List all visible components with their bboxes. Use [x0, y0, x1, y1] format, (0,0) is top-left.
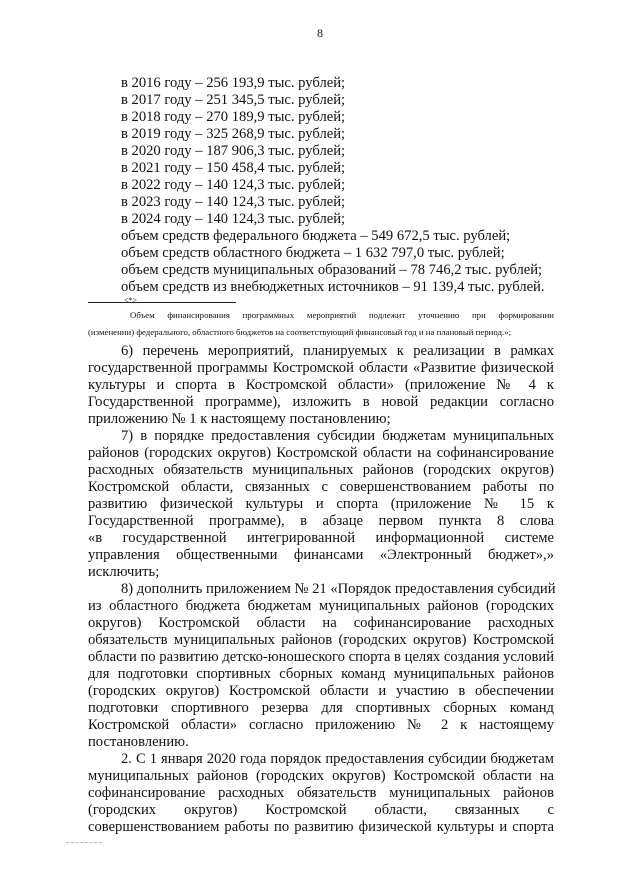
- funding-line-2020: в 2020 году – 187 906,3 тыс. рублей;: [121, 143, 346, 159]
- paragraph-line: софинансирование расходных обязательств муниципальных районов: [88, 785, 554, 801]
- paragraph-line: (городских округов) Костромской области и участию в обеспечении: [88, 683, 554, 699]
- funding-line-2021: в 2021 году – 150 458,4 тыс. рублей;: [121, 160, 346, 176]
- paragraph-line: 7) в порядке предоставления субсидии бюджетам муниципальных: [121, 428, 554, 444]
- paragraph-line: приложению № 1 к настоящему постановлению;: [88, 411, 391, 427]
- footnote-mark: <*>: [124, 296, 138, 305]
- funding-line-2016: в 2016 году – 256 193,9 тыс. рублей;: [121, 75, 346, 91]
- paragraph-line: Государственной программе), в абзаце первом пункта 8 слова: [88, 513, 554, 529]
- paragraph-line: области по развитию детско-юношеского спорта в целях создания условий: [88, 649, 554, 665]
- extrabudgetary-line: объем средств из внебюджетных источников – 91 139,4 тыс. рублей.: [121, 279, 545, 295]
- paragraph-line: для подготовки спортивных сборных команд муниципальных районов: [88, 666, 554, 682]
- paragraph-line: 8) дополнить приложением № 21 «Порядок предоставления субсидий: [121, 581, 556, 597]
- footnote-text-line-2: (изменении) федерального, областного бюджетов на соответствующий финансовый год и на плановый период.»;: [88, 327, 512, 337]
- paragraph-line: 6) перечень мероприятий, планируемых к реализации в рамках: [121, 343, 554, 359]
- paragraph-line: (городских округов) Костромской области, связанных с: [88, 802, 554, 818]
- regional-budget-line: объем средств областного бюджета – 1 632 797,0 тыс. рублей;: [121, 245, 505, 261]
- paragraph-line: районов (городских округов) Костромской области на софинансирование: [88, 445, 554, 461]
- paragraph-line: управления общественными финансами «Электронный бюджет»,»: [88, 547, 554, 563]
- scan-mark: [66, 842, 102, 843]
- footnote-text-line-1: Объем финансирования программных мероприятий подлежит уточнению при формировании: [130, 310, 554, 320]
- paragraph-line: округов) Костромской области на софинансирование расходных: [88, 615, 554, 631]
- paragraph-line: культуры и спорта в Костромской области» (приложение № 4 к: [88, 377, 554, 393]
- funding-line-2022: в 2022 году – 140 124,3 тыс. рублей;: [121, 177, 346, 193]
- paragraph-line: 2. С 1 января 2020 года порядок предоставления субсидии бюджетам: [121, 751, 554, 767]
- funding-line-2019: в 2019 году – 325 268,9 тыс. рублей;: [121, 126, 346, 142]
- page-number: 8: [317, 26, 323, 40]
- paragraph-line: «в государственной интегрированной информационной системе: [88, 530, 554, 546]
- paragraph-line: Костромской области» согласно приложению № 2 к настоящему: [88, 717, 554, 733]
- paragraph-line: постановлению.: [88, 734, 189, 750]
- funding-line-2023: в 2023 году – 140 124,3 тыс. рублей;: [121, 194, 346, 210]
- paragraph-line: муниципальных районов (городских округов) Костромской области на: [88, 768, 554, 784]
- funding-line-2024: в 2024 году – 140 124,3 тыс. рублей;: [121, 211, 346, 227]
- footnote-divider: [88, 302, 236, 303]
- paragraph-line: развитию физической культуры и спорта (приложение № 15 к: [88, 496, 554, 512]
- paragraph-line: подготовки спортивного резерва для спортивных сборных команд: [88, 700, 554, 716]
- paragraph-line: обязательств муниципальных районов (городских округов) Костромской: [88, 632, 554, 648]
- paragraph-line: расходных обязательств муниципальных районов (городских округов): [88, 462, 554, 478]
- funding-line-2017: в 2017 году – 251 345,5 тыс. рублей;: [121, 92, 346, 108]
- federal-budget-line: объем средств федерального бюджета – 549 672,5 тыс. рублей;: [121, 228, 511, 244]
- paragraph-line: исключить;: [88, 564, 160, 580]
- paragraph-line: государственной программы Костромской области «Развитие физической: [88, 360, 554, 376]
- paragraph-line: из областного бюджета бюджетам муниципальных районов (городских: [88, 598, 554, 614]
- paragraph-line: Костромской области, связанных с совершенствованием работы по: [88, 479, 554, 495]
- paragraph-line: совершенствованием работы по развитию физической культуры и спорта: [88, 819, 554, 835]
- municipal-budget-line: объем средств муниципальных образований – 78 746,2 тыс. рублей;: [121, 262, 543, 278]
- paragraph-line: Государственной программе), изложить в новой редакции согласно: [88, 394, 554, 410]
- funding-line-2018: в 2018 году – 270 189,9 тыс. рублей;: [121, 109, 346, 125]
